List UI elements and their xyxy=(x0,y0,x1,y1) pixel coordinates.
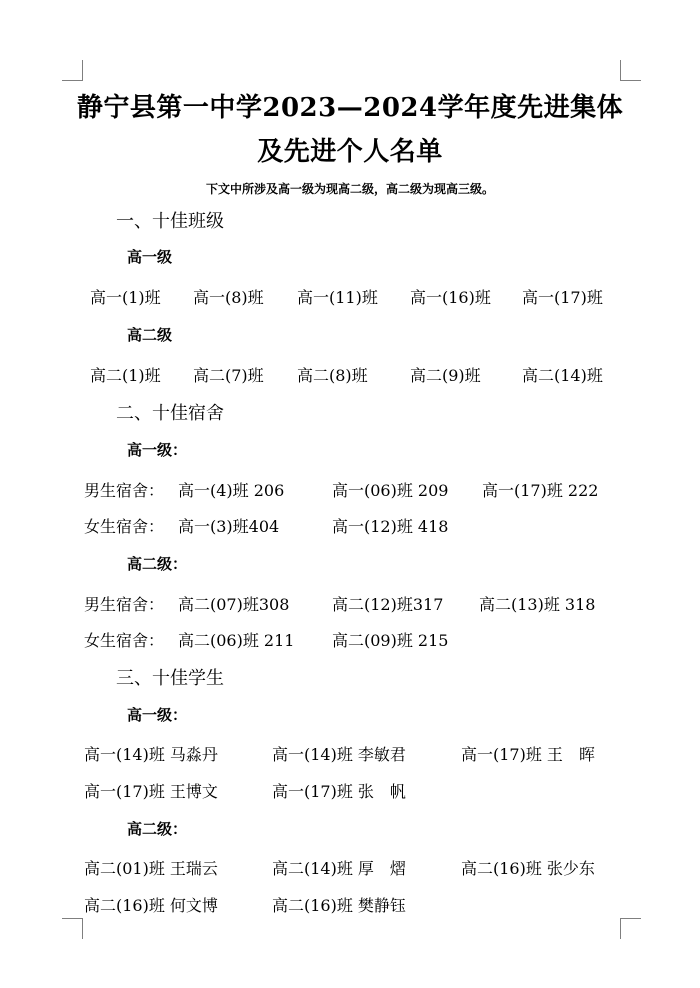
grade2-label-classes: 高二级 xyxy=(127,326,173,344)
list-item: 高一(8)班 xyxy=(193,288,264,307)
dorm-female-label: 女生宿舍： xyxy=(84,517,165,536)
list-item: 高二(8)班 xyxy=(297,366,368,385)
list-item: 高二(13)班 318 xyxy=(479,595,596,614)
list-item: 高二(9)班 xyxy=(410,366,481,385)
list-item: 高一(12)班 418 xyxy=(332,517,449,536)
grade1-label-dorms: 高一级： xyxy=(127,441,188,459)
list-item: 高一(11)班 xyxy=(297,288,378,307)
grade1-label-students: 高一级： xyxy=(127,706,188,724)
list-item: 高一(4)班 206 xyxy=(178,481,285,500)
list-item: 高一(17)班 王 晖 xyxy=(461,745,595,764)
list-item: 高一(3)班404 xyxy=(178,517,280,536)
document-title-line2: 及先进个人名单 xyxy=(257,137,443,167)
list-item: 高二(14)班 厚 熠 xyxy=(272,859,406,878)
grade2-label-dorms: 高二级： xyxy=(127,555,188,573)
crop-mark-top-left xyxy=(62,60,83,81)
list-item: 高二(06)班 211 xyxy=(178,631,295,650)
grade1-label-classes: 高一级 xyxy=(127,248,173,266)
section-heading-students: 三、十佳学生 xyxy=(116,668,224,689)
list-item: 高一(17)班 222 xyxy=(482,481,599,500)
section-heading-dorms: 二、十佳宿舍 xyxy=(116,403,224,424)
list-item: 高二(1)班 xyxy=(90,366,161,385)
dorm-female-label: 女生宿舍： xyxy=(84,631,165,650)
dorm-male-label: 男生宿舍： xyxy=(84,481,165,500)
list-item: 高二(14)班 xyxy=(522,366,603,385)
list-item: 高二(09)班 215 xyxy=(332,631,449,650)
list-item: 高二(12)班317 xyxy=(332,595,444,614)
crop-mark-bottom-left xyxy=(62,918,83,939)
document-title-line1: 静宁县第一中学2023—2024学年度先进集体 xyxy=(76,93,624,123)
list-item: 高一(17)班 王博文 xyxy=(84,782,218,801)
note-text: 下文中所涉及高一级为现高二级，高二级为现高三级。 xyxy=(205,182,494,196)
list-item: 高一(17)班 张 帆 xyxy=(272,782,406,801)
list-item: 高二(16)班 张少东 xyxy=(461,859,595,878)
list-item: 高二(01)班 王瑞云 xyxy=(84,859,218,878)
list-item: 高一(1)班 xyxy=(90,288,161,307)
list-item: 高二(7)班 xyxy=(193,366,264,385)
list-item: 高一(14)班 李敏君 xyxy=(272,745,406,764)
dorm-male-label: 男生宿舍： xyxy=(84,595,165,614)
section-heading-classes: 一、十佳班级 xyxy=(116,211,224,232)
list-item: 高一(06)班 209 xyxy=(332,481,449,500)
list-item: 高一(16)班 xyxy=(410,288,491,307)
list-item: 高二(16)班 樊静钰 xyxy=(272,896,406,915)
crop-mark-bottom-right xyxy=(620,918,641,939)
list-item: 高一(14)班 马淼丹 xyxy=(84,745,218,764)
list-item: 高二(16)班 何文博 xyxy=(84,896,218,915)
list-item: 高一(17)班 xyxy=(522,288,603,307)
crop-mark-top-right xyxy=(620,60,641,81)
grade2-label-students: 高二级： xyxy=(127,820,188,838)
list-item: 高二(07)班308 xyxy=(178,595,290,614)
